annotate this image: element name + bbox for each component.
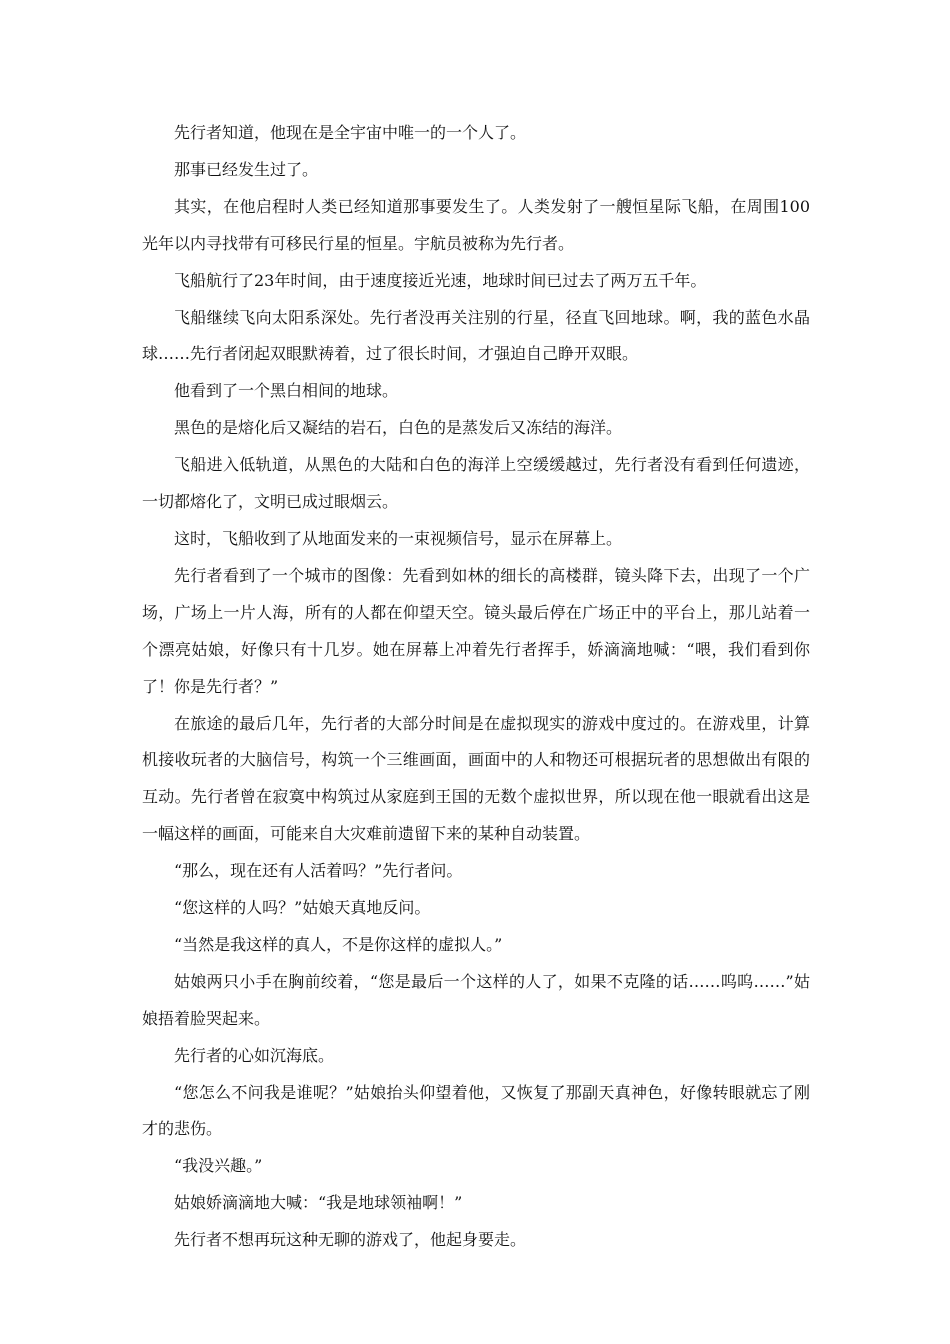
paragraph: 在旅途的最后几年，先行者的大部分时间是在虚拟现实的游戏中度过的。在游戏里，计算机接收玩者的大脑信号，构筑一个三维画面，画面中的人和物还可根据玩者的思想做出有限的互动。先行者曾在寂寞中构筑过从家庭到王国的无数个虚拟世界，所以现在他一眼就看出这是一幅这样的画面，可能来自大灾难前遗留下来的某种自动装置。 <box>142 713 810 844</box>
paragraph: “那么，现在还有人活着吗？”先行者问。 <box>174 861 463 881</box>
paragraph: 那事已经发生过了。 <box>174 159 319 179</box>
paragraph: 其实，在他启程时人类已经知道那事要发生了。人类发射了一艘恒星际飞船，在周围100光年以内寻找带有可移民行星的恒星。宇航员被称为先行者。 <box>142 196 810 253</box>
paragraph: 先行者知道，他现在是全宇宙中唯一的一个人了。 <box>174 123 527 142</box>
paragraph: “您这样的人吗？”姑娘天真地反问。 <box>174 898 431 918</box>
paragraph: 姑娘娇滴滴地大喊：“我是地球领袖啊！” <box>174 1193 463 1213</box>
paragraph: 姑娘两只小手在胸前绞着，“您是最后一个这样的人了，如果不克隆的话……呜呜……”姑娘捂着脸哭起来。 <box>142 971 810 1028</box>
paragraph: “当然是我这样的真人，不是你这样的虚拟人。” <box>174 934 503 954</box>
paragraph: 先行者不想再玩这种无聊的游戏了，他起身要走。 <box>174 1230 527 1250</box>
paragraph: “我没兴趣。” <box>174 1156 263 1176</box>
paragraph: “您怎么不问我是谁呢？”姑娘抬头仰望着他，又恢复了那副天真神色，好像转眼就忘了刚才的悲伤。 <box>142 1082 810 1139</box>
paragraph: 飞船继续飞向太阳系深处。先行者没再关注别的行星，径直飞回地球。啊，我的蓝色水晶球……先行者闭起双眼默祷着，过了很长时间，才强迫自己睁开双眼。 <box>142 307 810 364</box>
paragraph: 飞船进入低轨道，从黑色的大陆和白色的海洋上空缓缓越过，先行者没有看到任何遗迹，一切都熔化了，文明已成过眼烟云。 <box>142 455 810 512</box>
paragraph: 先行者看到了一个城市的图像：先看到如林的细长的高楼群，镜头降下去，出现了一个广场，广场上一片人海，所有的人都在仰望天空。镜头最后停在广场正中的平台上，那儿站着一个漂亮姑娘，好像只有十几岁。她在屏幕上冲着先行者挥手，娇滴滴地喊：“喂，我们看到你了！你是先行者？” <box>142 565 810 696</box>
paragraph: 黑色的是熔化后又凝结的岩石，白色的是蒸发后又冻结的海洋。 <box>174 418 623 438</box>
document-body <box>142 115 810 1259</box>
paragraph: 飞船航行了23年时间，由于速度接近光速，地球时间已过去了两万五千年。 <box>174 270 707 290</box>
paragraph: 这时，飞船收到了从地面发来的一束视频信号，显示在屏幕上。 <box>174 528 623 548</box>
paragraph: 先行者的心如沉海底。 <box>174 1045 335 1065</box>
paragraph: 他看到了一个黑白相间的地球。 <box>174 381 399 401</box>
